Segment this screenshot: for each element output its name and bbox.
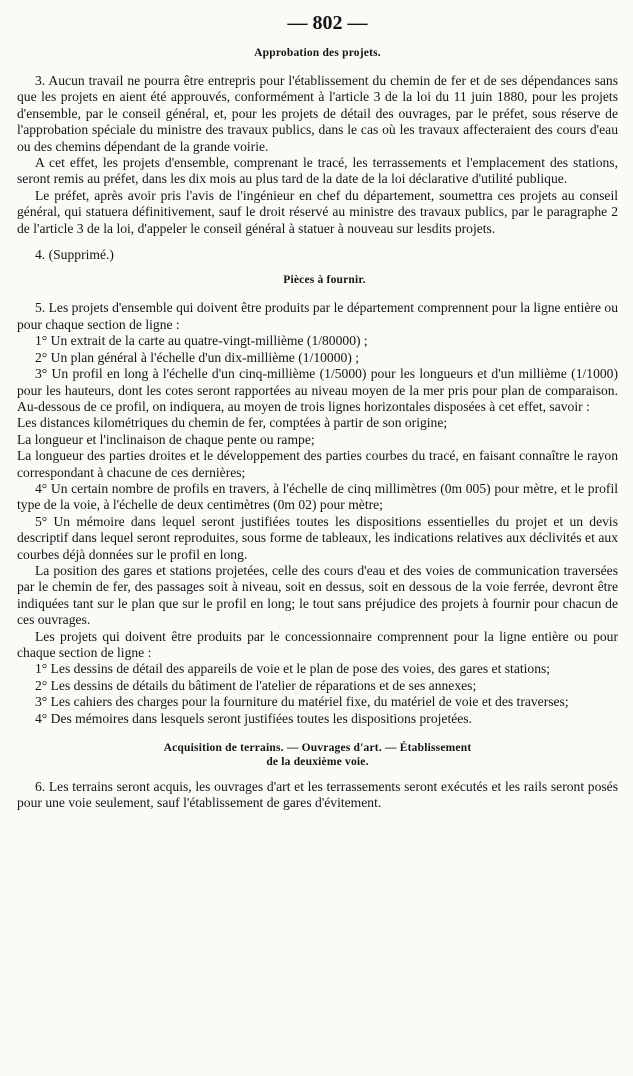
heading-pieces: Pièces à fournir. xyxy=(283,274,366,287)
paragraph-a-cet-effet: A cet effet, les projets d'ensemble, comprenant le tracé, les terrassements et l'emplacement des stations, seront remis au préfet, dans les dix mois au plus tard de la date de la loi déclarative d'utilité publique. xyxy=(17,155,618,187)
paragraph-article-4: 4. (Supprimé.) xyxy=(35,247,114,263)
list-subitem-distances: Les distances kilométriques du chemin de fer, comptées à partir de son origine; xyxy=(17,415,448,431)
list-item-dessins-voie: 1° Les dessins de détail des appareils de voie et le plan de pose des voies, des gares et stations; xyxy=(35,661,551,677)
list-item-memoires: 4° Des mémoires dans lesquels seront justifiées toutes les dispositions projetées. xyxy=(35,710,472,726)
list-item-carte: 1° Un extrait de la carte au quatre-vingt-millième (1/80000) ; xyxy=(35,333,368,349)
list-subitem-parties: La longueur des parties droites et le développement des parties courbes du tracé, en faisant connaître le rayon correspondant à chacune de ces dernières; xyxy=(17,448,618,480)
page-number: — 802 — xyxy=(287,12,368,34)
paragraph-article-5: 5. Les projets d'ensemble qui doivent être produits par le département comprennent pour la ligne entière ou pour chaque section de ligne : xyxy=(17,300,618,332)
list-item-memoire: 5° Un mémoire dans lequel seront justifiées toutes les dispositions essentielles du projet et un devis descriptif dans lequel seront reproduites, sous forme de tableaux, les indications relatives aux déclivités et aux courbes déjà données sur le profil en long. xyxy=(17,513,618,562)
list-item-profil-long: 3° Un profil en long à l'échelle d'un cinq-millième (1/5000) pour les longueurs et d'un millième (1/1000) pour les hauteurs, dont les cotes seront rapportées au niveau moyen de la mer pris pour plan de comparaison. Au-dessous de ce profil, on indiquera, au moyen de trois lignes horizontales disposées à cet effet, savoir : xyxy=(17,366,618,414)
paragraph-article-6: 6. Les terrains seront acquis, les ouvrages d'art et les terrassements seront exécutés et les rails seront posés pour une voie seulement, sauf l'établissement de gares d'évitement. xyxy=(17,779,618,811)
list-subitem-longueur: La longueur et l'inclinaison de chaque pente ou rampe; xyxy=(17,431,315,447)
paragraph-position-gares: La position des gares et stations projetées, celle des cours d'eau et des voies de communication traversées par le chemin de fer, des passages soit à niveau, soit en dessus, soit en dessous de la voie ferrée, devront être indiquées tant sur le plan que sur le profil en long; le tout sans préjudice des projets à fournir pour chacun de ces ouvrages. xyxy=(17,562,618,628)
heading-acquisition-line1: Acquisition de terrains. — Ouvrages d'art. — Établissement xyxy=(163,742,472,755)
list-item-cahiers: 3° Les cahiers des charges pour la fourniture du matériel fixe, du matériel de voie et des traverses; xyxy=(35,694,569,710)
list-item-dessins-atelier: 2° Les dessins de détails du bâtiment de l'atelier de réparations et de ses annexes; xyxy=(35,677,477,693)
heading-approbation: Approbation des projets. xyxy=(254,47,381,59)
paragraph-le-prefet: Le préfet, après avoir pris l'avis de l'ingénieur en chef du département, soumettra ces projets au conseil général, qui statuera définitivement, sauf le droit réservé au ministre des travaux publics, par le paragraphe 2 de l'article 3 de la loi, d'appeler le conseil général à statuer à nouveau sur lesdits projets. xyxy=(17,187,618,236)
list-item-plan: 2° Un plan général à l'échelle d'un dix-millième (1/10000) ; xyxy=(35,349,360,365)
paragraph-projets-concessionnaire: Les projets qui doivent être produits par le concessionnaire comprennent pour la ligne entière ou pour chaque section de ligne : xyxy=(17,628,618,660)
heading-acquisition xyxy=(17,741,618,769)
paragraph-article-3: 3. Aucun travail ne pourra être entrepris pour l'établissement du chemin de fer et de ses dépendances sans que les projets en aient été approuvés, conformément à l'article 3 de la loi du 11 juin 1880, pour les projets d'ensemble, par le conseil général, et, pour les projets de détail des ouvrages, par le préfet, sous réserve de l'approbation spéciale du ministre des travaux publics, dans le cas où les travaux affecteraient des cours d'eau ou des chemins dépendant de la grande voirie. xyxy=(17,73,618,154)
list-item-profils-travers: 4° Un certain nombre de profils en travers, à l'échelle de cinq millimètres (0m 005) pour mètre, et le profil type de la voie, à l'échelle de deux centimètres (0m 02) pour mètre; xyxy=(17,480,618,513)
heading-acquisition-line2: de la deuxième voie. xyxy=(266,756,369,769)
